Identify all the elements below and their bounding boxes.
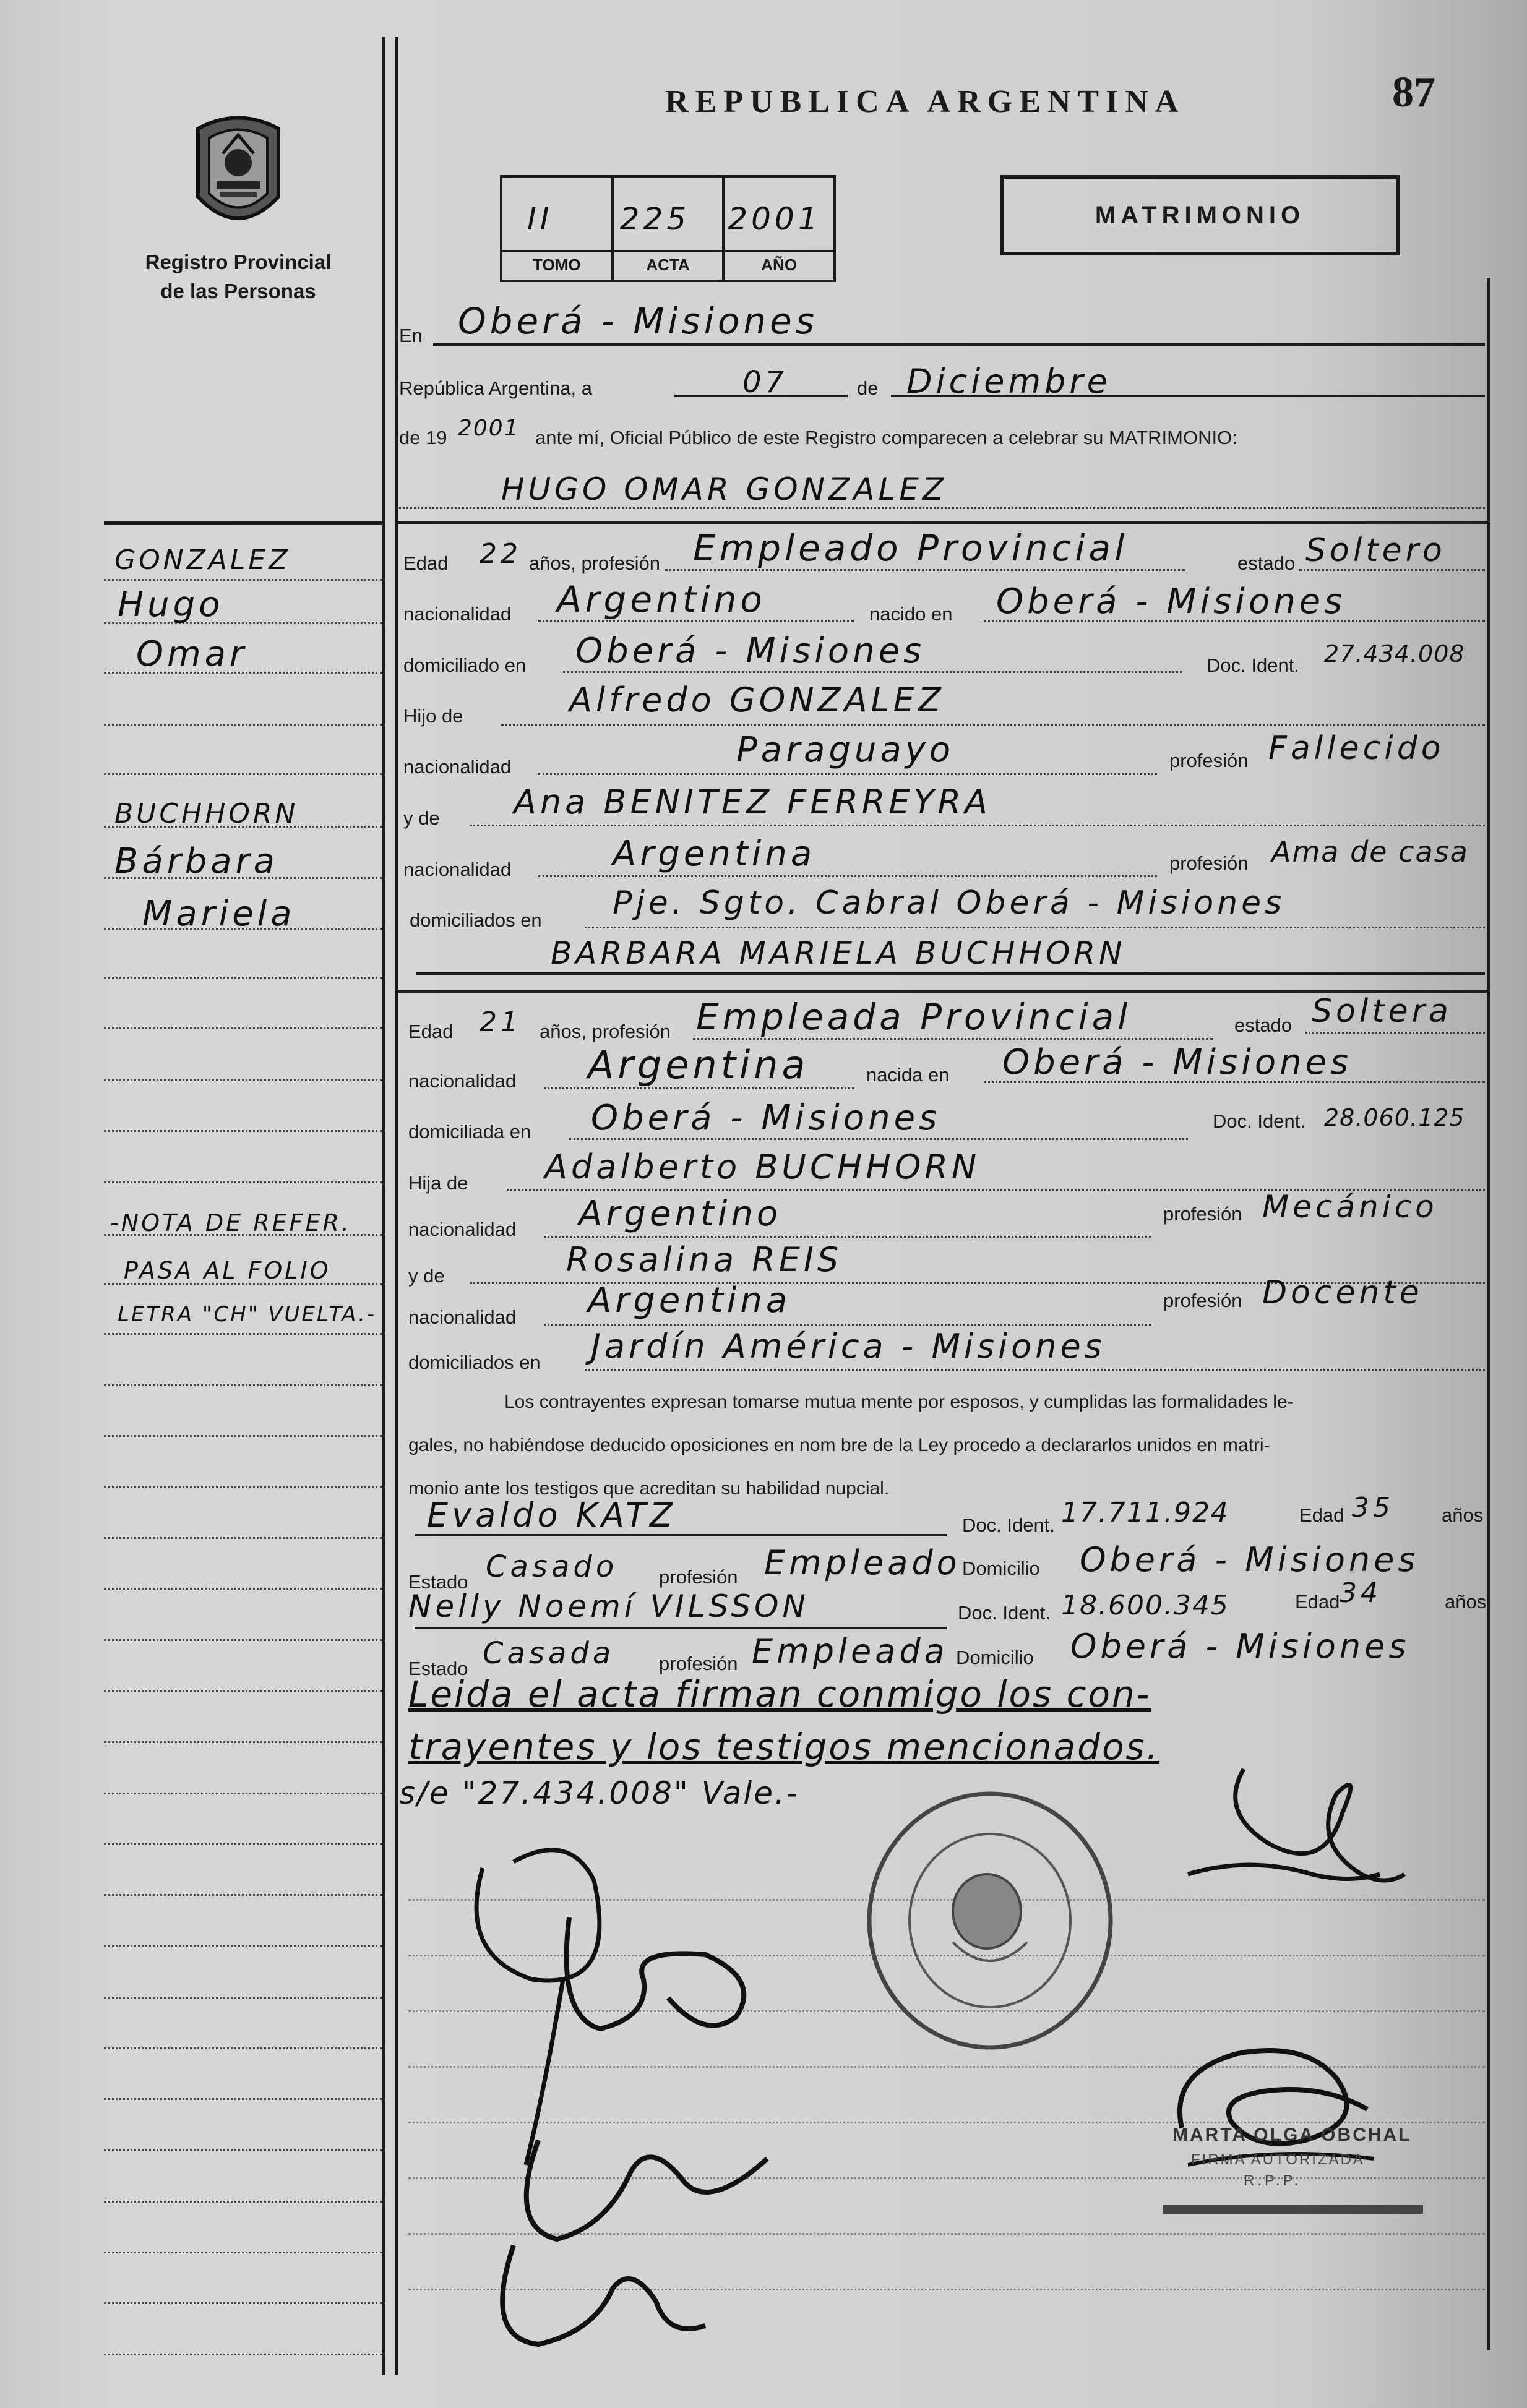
acta-label: ACTA [614,250,723,275]
content-left-border [395,37,398,2375]
bride-doc: 28.060.125 [1324,1104,1465,1131]
bride-father: Adalberto BUCHHORN [544,1147,981,1186]
groom-estado: Soltero [1305,532,1446,569]
margin-line [104,1130,382,1132]
bride-edad: 21 [480,1006,522,1038]
witness2-estado: Casada [483,1636,615,1671]
witness1-estado-label: Estado [408,1571,468,1593]
witness1-edad: 35 [1352,1492,1394,1523]
bride-nacionalidad: Argentina [588,1042,809,1087]
groom-mother-nac-label: nacionalidad [403,859,512,880]
margin-groom-surname: GONZALEZ [114,544,291,576]
margin-line [104,2098,382,2100]
groom-mother-nac-line [538,875,1157,877]
groom-profesion: Empleado Provincial [693,527,1129,569]
en-label: En [399,325,423,346]
official-stamp-bar [1163,2205,1423,2214]
groom-name-line [399,507,1485,509]
bride-dom-label: domiciliada en [408,1121,531,1142]
groom-parents-dom-line [585,927,1485,928]
tomo-cell [502,178,614,280]
bride-edad-label: Edad [408,1021,454,1042]
official-stamp-line2: FIRMA AUTORIZADA [1191,2151,1365,2168]
margin-note-line2: PASA AL FOLIO [124,1257,331,1284]
bride-mother-nac-line [544,1324,1151,1326]
groom-domicilio: Oberá - Misiones [575,631,926,671]
groom-father-nac: Paraguayo [736,730,955,770]
margin-line [104,1537,382,1539]
margin-note-line1: -NOTA DE REFER. [110,1209,351,1236]
bride-mother-prof-label: profesión [1163,1290,1242,1311]
witness2-doc: 18.600.345 [1061,1590,1229,1621]
bride-mother-prof: Docente [1262,1274,1423,1311]
margin-line [104,1486,382,1488]
bride-nac-label: nacionalidad [408,1070,517,1092]
folio-number: 87 [1392,69,1435,116]
bride-mother-nac-label: nacionalidad [408,1306,517,1328]
groom-parents-dom: Pje. Sgto. Cabral Oberá - Misiones [613,885,1286,922]
bride-dom-line [569,1138,1188,1140]
margin-line [104,1843,382,1845]
margin-line [104,1384,382,1386]
margin-line [104,724,382,726]
bride-father-label: Hija de [408,1172,468,1194]
margin-line [104,1435,382,1437]
groom-separator [396,521,1488,524]
groom-father-label: Hijo de [403,705,463,727]
marriage-year: 2001 [458,416,520,441]
margin-line [104,1181,382,1183]
margin-line [104,1079,382,1081]
witness2-prof: Empleada [752,1632,948,1671]
bride-profesion: Empleada Provincial [696,996,1132,1038]
witness2-anos-label: años [1445,1591,1487,1613]
margin-line [104,1793,382,1794]
groom-mother-prof: Ama de casa [1271,835,1469,868]
groom-father-prof-label: profesión [1169,750,1249,771]
bride-doc-label: Doc. Ident. [1213,1110,1305,1132]
declaration-line3: monio ante los testigos que acreditan su habilidad nupcial. [408,1478,890,1499]
margin-bride-surname: BUCHHORN [114,798,299,829]
groom-estado-label: estado [1237,552,1296,574]
margin-line [104,1894,382,1896]
groom-edad: 22 [480,538,522,570]
margin-line [104,977,382,979]
groom-father: Alfredo GONZALEZ [569,680,945,719]
witness1-anos-label: años [1442,1504,1484,1526]
margin-line [104,1690,382,1692]
margin-groom-name2: Omar [136,634,247,674]
groom-mother-label: y de [403,807,440,829]
declaration-line1: Los contrayentes expresan tomarse mutua mente por esposos, y cumplidas las formalidades le- [504,1392,1294,1412]
closing-line3: s/e "27.434.008" Vale.- [399,1775,799,1811]
bride-mother-label: y de [408,1265,445,1287]
margin-line [104,2302,382,2304]
marriage-day: 07 [742,365,788,400]
republica-label: República Argentina, a [399,377,592,399]
official-stamp-line1: MARTA OLGA OBCHAL [1172,2125,1412,2145]
margin-bride-name1: Bárbara [114,841,278,881]
witness1-prof: Empleado [764,1543,961,1582]
bride-prof-line [693,1038,1213,1040]
anio-cell [725,178,833,280]
witness2-edad: 34 [1340,1577,1382,1609]
margin-line [104,2047,382,2049]
witness2-dom: Oberá - Misiones [1070,1627,1410,1666]
groom-mother: Ana BENITEZ FERREYRA [514,782,991,821]
margin-line [104,2201,382,2203]
witness1-doc-label: Doc. Ident. [962,1514,1055,1536]
groom-anos-label: años, profesión [529,552,660,574]
bride-father-nac-line [544,1236,1151,1238]
witness1-dom-label: Domicilio [962,1557,1040,1579]
document-type-box [1000,175,1400,255]
bride-mother-nac: Argentina [588,1280,791,1321]
acta-cell [614,178,725,280]
witness2-dom-label: Domicilio [956,1647,1034,1668]
marriage-month: Diciembre [906,362,1111,401]
anio-label: AÑO [725,250,833,275]
groom-mother-prof-label: profesión [1169,852,1249,874]
bride-father-nac: Argentino [579,1194,782,1234]
groom-mother-nac: Argentina [613,834,816,874]
margin-line [104,1741,382,1743]
groom-nacido-label: nacido en [869,603,953,625]
signature-groom [445,1794,792,2388]
witness2-name: Nelly Noemí VILSSON [408,1588,809,1624]
registry-name-line1: Registro Provincial [145,251,332,273]
place-line [433,343,1485,346]
bride-estado-label: estado [1234,1014,1293,1036]
margin-line [104,579,382,581]
witness2-edad-label: Edad [1295,1591,1340,1613]
margin-line [104,1945,382,1947]
country-heading: REPUBLICA ARGENTINA [665,84,1185,119]
groom-nacionalidad: Argentino [557,578,766,620]
bride-nacida: Oberá - Misiones [1002,1042,1353,1082]
bride-estado-line [1305,1032,1485,1034]
margin-line [104,1027,382,1029]
margin-line [104,2149,382,2151]
witness2-name-line [415,1627,947,1629]
bride-father-prof: Mecánico [1262,1189,1438,1225]
anio-value: 2001 [728,201,822,237]
official-stamp-line3: R.P.P. [1244,2172,1302,2189]
year-prefix: de 19 [399,427,447,448]
groom-father-nac-label: nacionalidad [403,756,512,778]
bride-nac-line [544,1087,854,1089]
groom-edad-label: Edad [403,552,449,574]
margin-note-line3: LETRA "CH" VUELTA.- [118,1302,377,1327]
document-type-label: MATRIMONIO [1095,201,1305,229]
groom-doc: 27.434.008 [1324,640,1465,667]
groom-full-name: HUGO OMAR GONZALEZ [501,471,948,507]
signature-officer [1176,1750,1411,1905]
groom-mother-line [470,825,1485,826]
bride-estado: Soltera [1312,993,1452,1030]
witness1-edad-label: Edad [1299,1504,1344,1526]
record-box [500,175,836,282]
bride-parents-dom-label: domiciliados en [408,1352,541,1373]
groom-parents-dom-label: domiciliados en [410,909,542,931]
witness1-estado: Casado [486,1549,618,1584]
margin-line [104,2354,382,2355]
marriage-place: Oberá - Misiones [458,300,818,342]
margin-line [104,1639,382,1641]
witness1-doc: 17.711.924 [1061,1497,1229,1528]
witness2-estado-label: Estado [408,1658,468,1679]
margin-groom-name1: Hugo [118,585,224,625]
margin-line [104,1997,382,1999]
bride-full-name: BARBARA MARIELA BUCHHORN [551,935,1126,971]
bride-parents-dom: Jardín América - Misiones [591,1327,1106,1366]
groom-estado-line [1299,569,1485,571]
groom-father-prof: Fallecido [1268,730,1445,767]
closing-line1: Leida el acta firman conmigo los con- [408,1673,1151,1715]
bride-mother: Rosalina REIS [566,1240,843,1279]
witness2-prof-label: profesión [659,1653,738,1674]
bride-father-prof-label: profesión [1163,1203,1242,1225]
bride-nacida-label: nacida en [866,1064,950,1086]
tomo-value: II [527,201,553,237]
groom-father-line [501,724,1485,726]
groom-dom-line [563,671,1182,673]
groom-nac-label: nacionalidad [403,603,512,625]
groom-dom-label: domiciliado en [403,654,527,676]
groom-doc-label: Doc. Ident. [1207,654,1299,676]
province-seal [186,110,291,237]
groom-prof-line [665,569,1185,571]
witness1-name: Evaldo KATZ [427,1496,677,1535]
registry-stamp [860,1788,1120,2054]
groom-nacido: Oberá - Misiones [996,581,1346,622]
acta-value: 225 [619,201,690,237]
bride-father-nac-label: nacionalidad [408,1219,517,1240]
margin-bride-name2: Mariela [142,894,296,934]
bride-domicilio: Oberá - Misiones [591,1098,941,1138]
witness2-doc-label: Doc. Ident. [958,1602,1051,1624]
de-label: de [857,377,879,399]
groom-nac-line [538,620,854,622]
margin-separator [382,37,385,2375]
bride-parents-dom-line [585,1369,1485,1371]
margin-line [104,2252,382,2253]
seal-icon [186,110,291,237]
bride-anos-label: años, profesión [540,1021,671,1042]
margin-top-rule [104,521,382,525]
content-right-border [1487,278,1490,2350]
margin-line [104,773,382,775]
ante-text: ante mí, Oficial Público de este Registro comparecen a celebrar su MATRIMONIO: [535,427,1237,448]
bride-name-line [416,972,1485,975]
tomo-label: TOMO [502,250,611,275]
margin-line [104,1588,382,1590]
closing-line2: trayentes y los testigos mencionados. [408,1726,1160,1768]
declaration-line2: gales, no habiéndose deducido oposiciones en nom bre de la Ley procedo a declararlos unidos en matri- [408,1435,1270,1455]
witness1-dom: Oberá - Misiones [1080,1540,1419,1579]
witness1-prof-label: profesión [659,1566,738,1588]
groom-father-nac-line [538,773,1157,775]
registry-name-line2: de las Personas [160,280,316,302]
margin-line [104,1333,382,1335]
